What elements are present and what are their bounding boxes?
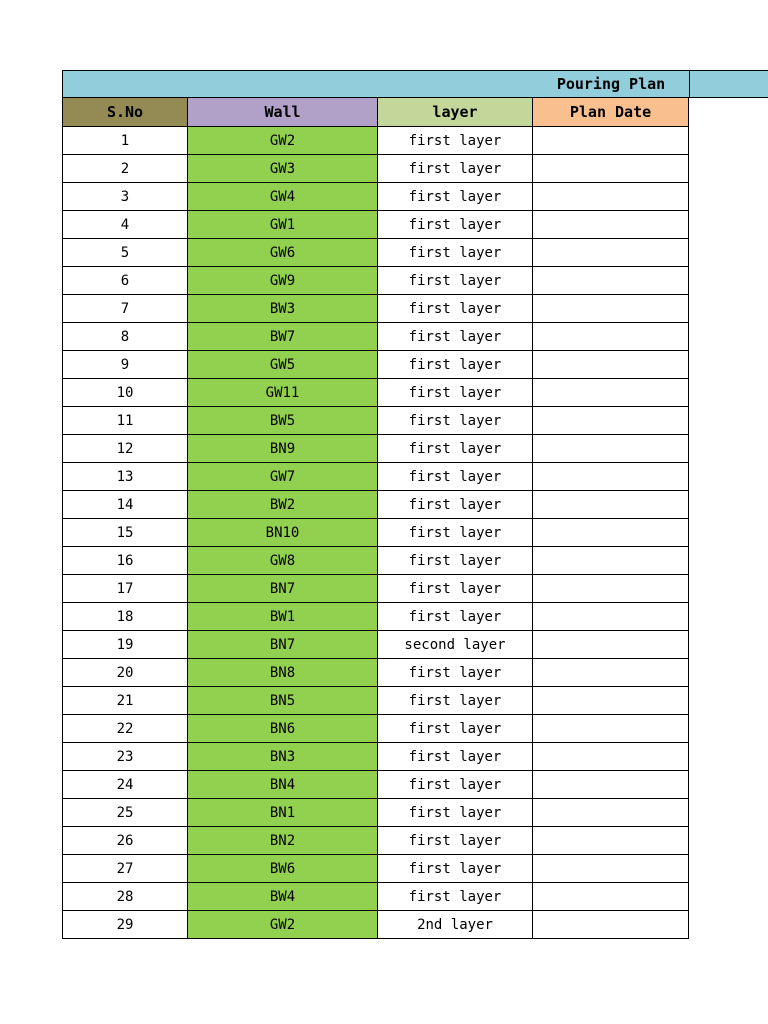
cell-sno[interactable]: 29 [63, 911, 188, 939]
cell-sno[interactable]: 17 [63, 575, 188, 603]
title-band [62, 70, 768, 98]
cell-plan-date[interactable] [533, 799, 689, 827]
cell-plan-date[interactable] [533, 351, 689, 379]
cell-plan-date[interactable] [533, 155, 689, 183]
cell-sno[interactable]: 15 [63, 519, 188, 547]
cell-wall[interactable]: BN10 [188, 519, 378, 547]
table-row [63, 883, 689, 911]
table-row [63, 183, 689, 211]
cell-layer[interactable]: first layer [378, 491, 533, 519]
cell-sno[interactable]: 20 [63, 659, 188, 687]
table-row [63, 855, 689, 883]
cell-layer[interactable]: first layer [378, 519, 533, 547]
table-row [63, 687, 689, 715]
cell-sno[interactable]: 18 [63, 603, 188, 631]
cell-sno[interactable]: 8 [63, 323, 188, 351]
cell-plan-date[interactable] [533, 435, 689, 463]
cell-plan-date[interactable] [533, 771, 689, 799]
cell-sno[interactable]: 5 [63, 239, 188, 267]
cell-sno[interactable]: 28 [63, 883, 188, 911]
table-row [63, 435, 689, 463]
table-row [63, 155, 689, 183]
table-row [63, 267, 689, 295]
cell-plan-date[interactable] [533, 715, 689, 743]
cell-plan-date[interactable] [533, 603, 689, 631]
cell-layer[interactable]: first layer [378, 435, 533, 463]
cell-layer[interactable]: first layer [378, 659, 533, 687]
table-row [63, 771, 689, 799]
table-row [63, 715, 689, 743]
cell-wall[interactable]: BN7 [188, 631, 378, 659]
cell-wall[interactable]: GW4 [188, 183, 378, 211]
table-row [63, 323, 689, 351]
cell-sno[interactable]: 13 [63, 463, 188, 491]
cell-sno[interactable]: 14 [63, 491, 188, 519]
cell-layer[interactable]: first layer [378, 827, 533, 855]
cell-wall[interactable]: GW2 [188, 127, 378, 155]
cell-plan-date[interactable] [533, 547, 689, 575]
cell-wall[interactable]: GW2 [188, 911, 378, 939]
cell-sno[interactable]: 23 [63, 743, 188, 771]
table-row [63, 743, 689, 771]
cell-layer[interactable]: first layer [378, 407, 533, 435]
cell-plan-date[interactable] [533, 183, 689, 211]
cell-sno[interactable]: 9 [63, 351, 188, 379]
cell-sno[interactable]: 19 [63, 631, 188, 659]
cell-wall[interactable]: GW1 [188, 211, 378, 239]
table-row [63, 911, 689, 939]
cell-wall[interactable]: BW4 [188, 883, 378, 911]
cell-sno[interactable]: 25 [63, 799, 188, 827]
cell-layer[interactable]: first layer [378, 267, 533, 295]
cell-plan-date[interactable] [533, 127, 689, 155]
cell-layer[interactable]: first layer [378, 883, 533, 911]
cell-plan-date[interactable] [533, 575, 689, 603]
cell-wall[interactable]: BN4 [188, 771, 378, 799]
cell-sno[interactable]: 21 [63, 687, 188, 715]
cell-layer[interactable]: first layer [378, 799, 533, 827]
cell-layer[interactable]: first layer [378, 127, 533, 155]
pouring-plan-table [62, 97, 689, 939]
cell-wall[interactable]: GW8 [188, 547, 378, 575]
cell-plan-date[interactable] [533, 211, 689, 239]
cell-sno[interactable]: 11 [63, 407, 188, 435]
cell-plan-date[interactable] [533, 491, 689, 519]
header-sno[interactable]: S.No [63, 98, 188, 127]
cell-sno[interactable]: 24 [63, 771, 188, 799]
cell-wall[interactable]: BN7 [188, 575, 378, 603]
cell-wall[interactable]: BW1 [188, 603, 378, 631]
cell-layer[interactable]: first layer [378, 239, 533, 267]
cell-plan-date[interactable] [533, 267, 689, 295]
cell-wall[interactable]: GW11 [188, 379, 378, 407]
cell-wall[interactable]: BW3 [188, 295, 378, 323]
cell-plan-date[interactable] [533, 631, 689, 659]
cell-plan-date[interactable] [533, 743, 689, 771]
cell-layer[interactable]: first layer [378, 547, 533, 575]
table-row [63, 127, 689, 155]
cell-wall[interactable]: BW5 [188, 407, 378, 435]
table-row [63, 659, 689, 687]
cell-layer[interactable]: first layer [378, 351, 533, 379]
cell-plan-date[interactable] [533, 407, 689, 435]
cell-layer[interactable]: first layer [378, 211, 533, 239]
table-row [63, 239, 689, 267]
cell-layer[interactable]: first layer [378, 575, 533, 603]
cell-layer[interactable]: first layer [378, 771, 533, 799]
cell-plan-date[interactable] [533, 295, 689, 323]
cell-layer[interactable]: first layer [378, 379, 533, 407]
cell-layer[interactable]: first layer [378, 323, 533, 351]
cell-sno[interactable]: 22 [63, 715, 188, 743]
cell-sno[interactable]: 16 [63, 547, 188, 575]
cell-layer[interactable]: first layer [378, 855, 533, 883]
cell-wall[interactable]: BW7 [188, 323, 378, 351]
cell-sno[interactable]: 1 [63, 127, 188, 155]
header-layer[interactable]: layer [378, 98, 533, 127]
table-row [63, 407, 689, 435]
cell-plan-date[interactable] [533, 379, 689, 407]
cell-layer[interactable]: first layer [378, 295, 533, 323]
cell-plan-date[interactable] [533, 659, 689, 687]
table-row [63, 799, 689, 827]
table-row [63, 211, 689, 239]
cell-sno[interactable]: 3 [63, 183, 188, 211]
cell-layer[interactable]: first layer [378, 155, 533, 183]
cell-wall[interactable]: BN6 [188, 715, 378, 743]
table-row [63, 379, 689, 407]
table-row [63, 351, 689, 379]
cell-wall[interactable]: BN9 [188, 435, 378, 463]
cell-sno[interactable]: 7 [63, 295, 188, 323]
cell-wall[interactable]: BN3 [188, 743, 378, 771]
cell-layer[interactable]: first layer [378, 183, 533, 211]
header-plan-date[interactable]: Plan Date [533, 98, 689, 127]
title-divider [689, 71, 690, 98]
cell-wall[interactable]: BN1 [188, 799, 378, 827]
table-row [63, 519, 689, 547]
cell-layer[interactable]: first layer [378, 743, 533, 771]
cell-wall[interactable]: GW5 [188, 351, 378, 379]
cell-plan-date[interactable] [533, 911, 689, 939]
cell-sno[interactable]: 27 [63, 855, 188, 883]
table-row [63, 463, 689, 491]
cell-wall[interactable]: BN5 [188, 687, 378, 715]
sheet-title: Pouring Plan [556, 75, 666, 93]
table-row [63, 575, 689, 603]
cell-sno[interactable]: 2 [63, 155, 188, 183]
cell-wall[interactable]: BW2 [188, 491, 378, 519]
header-wall[interactable]: Wall [188, 98, 378, 127]
table-row [63, 827, 689, 855]
cell-plan-date[interactable] [533, 323, 689, 351]
cell-wall[interactable]: BN2 [188, 827, 378, 855]
cell-wall[interactable]: BW6 [188, 855, 378, 883]
cell-wall[interactable]: GW6 [188, 239, 378, 267]
header-row [63, 98, 689, 127]
cell-plan-date[interactable] [533, 463, 689, 491]
table-row [63, 631, 689, 659]
cell-sno[interactable]: 26 [63, 827, 188, 855]
cell-layer[interactable]: first layer [378, 687, 533, 715]
cell-layer[interactable]: 2nd layer [378, 911, 533, 939]
cell-layer[interactable]: first layer [378, 463, 533, 491]
table-row [63, 295, 689, 323]
cell-wall[interactable]: BN8 [188, 659, 378, 687]
table-row [63, 603, 689, 631]
cell-sno[interactable]: 10 [63, 379, 188, 407]
cell-sno[interactable]: 4 [63, 211, 188, 239]
cell-plan-date[interactable] [533, 239, 689, 267]
cell-plan-date[interactable] [533, 827, 689, 855]
table-body [63, 127, 689, 939]
cell-layer[interactable]: second layer [378, 631, 533, 659]
table-row [63, 491, 689, 519]
cell-plan-date[interactable] [533, 883, 689, 911]
cell-plan-date[interactable] [533, 519, 689, 547]
cell-sno[interactable]: 6 [63, 267, 188, 295]
cell-layer[interactable]: first layer [378, 603, 533, 631]
cell-sno[interactable]: 12 [63, 435, 188, 463]
cell-layer[interactable]: first layer [378, 715, 533, 743]
cell-plan-date[interactable] [533, 687, 689, 715]
cell-wall[interactable]: GW7 [188, 463, 378, 491]
cell-plan-date[interactable] [533, 855, 689, 883]
cell-wall[interactable]: GW3 [188, 155, 378, 183]
cell-wall[interactable]: GW9 [188, 267, 378, 295]
table-row [63, 547, 689, 575]
